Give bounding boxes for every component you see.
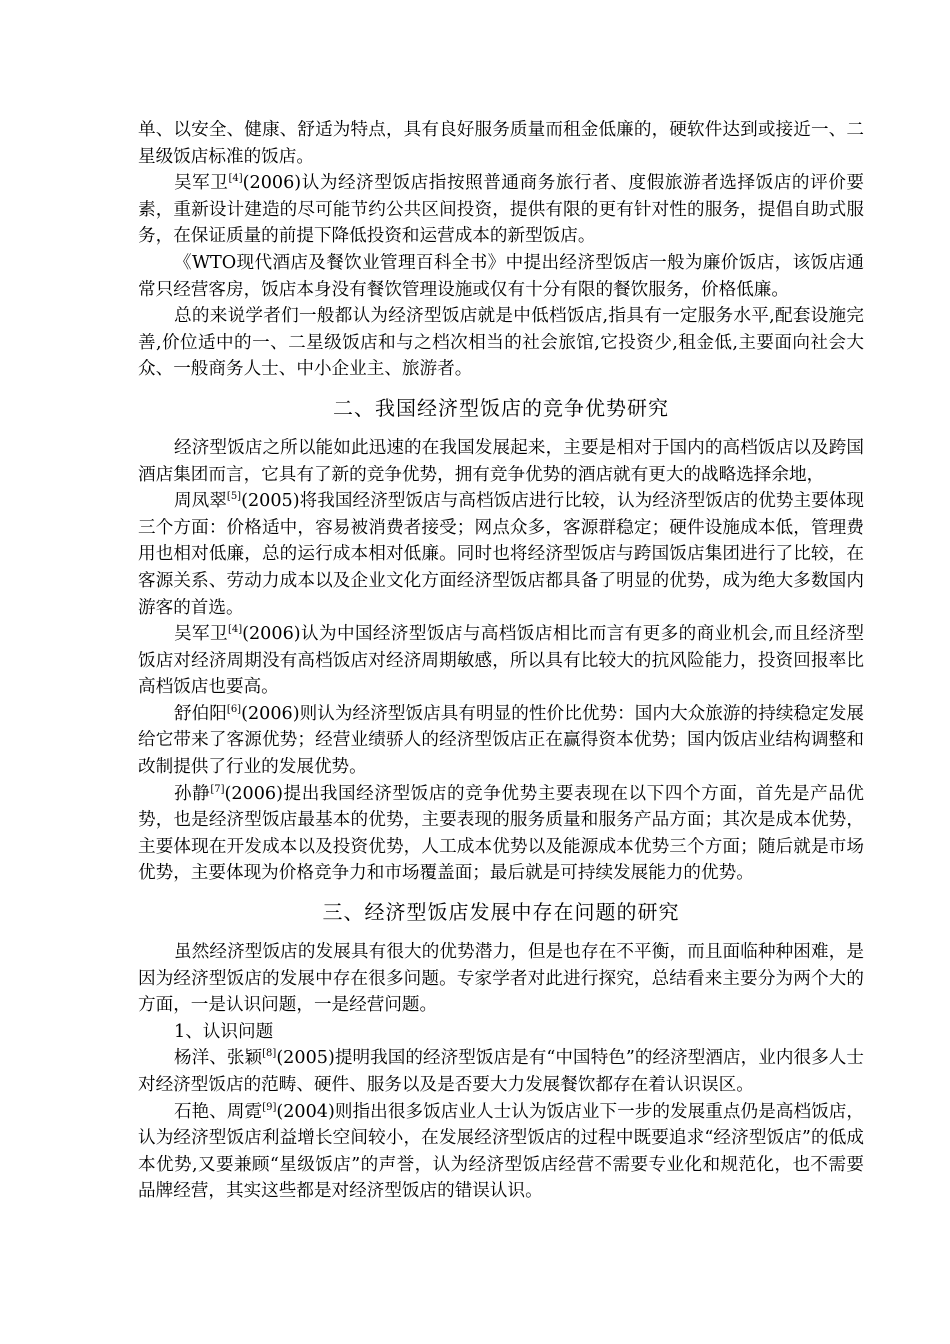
citation-ref: [9] (262, 1101, 277, 1113)
section2-intro: 经济型饭店之所以能如此迅速的在我国发展起来，主要是相对于国内的高档饭店以及跨国酒店集团而言，它具有了新的竞争优势，拥有竞争优势的酒店就有更大的战略选择余地， (138, 437, 864, 485)
paragraph-shi-yan-zhou-ni (138, 1099, 864, 1205)
citation-ref: [6] (226, 704, 242, 716)
citation-ref: [4] (228, 173, 243, 185)
paragraph-text: (2006)提出我国经济型饭店的竞争优势主要表现在以下四个方面，首先是产品优势，也是经济型饭店最基本的优势，主要表现的服务质量和服务产品方面；其次是成本优势，主要体现在开发成本以及投资优势，人工成本优势以及能源成本优势三个方面；随后就是市场优势，主要体现为价格竞争力和市场覆盖面；最后就是可持续发展能力的优势。 (138, 783, 864, 884)
section-heading-competitive-advantage: 二、我国经济型饭店的竞争优势研究 (333, 395, 669, 420)
paragraph-yang-yang-zhang-ying (138, 1045, 864, 1098)
author-name: 石艳、周霓 (174, 1101, 263, 1122)
paragraph-text: (2006)认为经济型饭店指按照普通商务旅行者、度假旅游者选择饭店的评价要素，重新设计建造的尽可能节约公共区间投资，提供有限的更有针对性的服务，提倡自助式服务，在保证质量的前提下降低投资和运营成本的新型饭店。 (138, 173, 864, 247)
paragraph-text: (2005)提明我国的经济型饭店是有“中国特色”的经济型酒店，业内很多人士对经济型饭店的范畴、硬件、服务以及是否要大力发展餐饮都存在着认识误区。 (138, 1048, 864, 1095)
paragraph-text: (2004)则指出很多饭店业人士认为饭店业下一步的发展重点仍是高档饭店，认为经济型饭店利益增长空间较小，在发展经济型饭店的过程中既要追求“经济型饭店”的低成本优势,又要兼顾“星级饭店”的声誉，认为经济型饭店经营不需要专业化和规范化，也不需要品牌经营，其实这些都是对经济型饭店的错误认识。 (138, 1101, 864, 1202)
author-name: 周凤翠 (174, 491, 227, 512)
paragraph-shu-boyang (138, 701, 864, 781)
author-name: 舒伯阳 (174, 703, 227, 724)
paragraph-wu-junwei-definition (138, 170, 864, 250)
paragraph-wu-junwei-advantage (138, 621, 864, 701)
paragraph-text: (2005)将我国经济型饭店与高档饭店进行比较，认为经济型饭店的优势主要体现三个方面：价格适中，容易被消费者接受；网点众多，客源群稳定；硬件设施成本低，管理费用也相对低廉，总的运行成本相对低廉。同时也将经济型饭店与跨国饭店集团进行了比较，在客源关系、劳动力成本以及企业文化方面经济型饭店都具备了明显的优势，成为绝大多数国内游客的首选。 (138, 491, 864, 618)
author-name: 吴军卫 (174, 624, 228, 645)
paragraph-definition-continued: 单、以安全、健康、舒适为特点，具有良好服务质量而租金低廉的，硬软件达到或接近一、二星级饭店标准的饭店。 (138, 120, 864, 167)
paragraph-text: (2006)则认为经济型饭店具有明显的性价比优势：国内大众旅游的持续稳定发展给它带来了客源优势；经营业绩骄人的经济型饭店正在赢得资本优势；国内饭店业结构调整和改制提供了行业的发展优势。 (138, 703, 864, 778)
citation-ref: [4] (227, 624, 243, 636)
citation-ref: [5] (226, 491, 242, 503)
paragraph-wto-encyclopedia: 《WTO现代酒店及餐饮业管理百科全书》中提出经济型饭店一般为廉价饭店，该饭店通常只经营客房，饭店本身没有餐饮管理设施或仅有十分有限的餐饮服务，价格低廉。 (138, 252, 864, 300)
paragraph-zhou-fengcui (138, 488, 864, 621)
paragraph-summary: 总的来说学者们一般都认为经济型饭店就是中低档饭店,指具有一定服务水平,配套设施完善,价位适中的一、二星级饭店和与之档次相当的社会旅馆,它投资少,租金低,主要面向社会大众、一般商务人士、中小企业主、旅游者。 (138, 306, 864, 380)
citation-ref: [8] (262, 1048, 277, 1060)
section3-intro: 虽然经济型饭店的发展具有很大的优势潜力，但是也存在不平衡，而且面临种种困难，是因为经济型饭店的发展中存在很多问题。专家学者对此进行探究，总结看来主要分为两个大的方面，一是认识问题，一是经营问题。 (138, 942, 864, 1016)
author-name: 吴军卫 (174, 173, 229, 194)
subheading-cognition-problems: 1、认识问题 (174, 1021, 274, 1042)
paragraph-text: (2006)认为中国经济型饭店与高档饭店相比而言有更多的商业机会,而且经济型饭店对经济周期没有高档饭店对经济周期敏感，所以具有比较大的抗风险能力，投资回报率比高档饭店也要高。 (138, 624, 864, 698)
paragraph-sun-jing (138, 781, 864, 887)
author-name: 孙静 (174, 783, 211, 804)
section-heading-problems: 三、经济型饭店发展中存在问题的研究 (322, 900, 680, 925)
citation-ref: [7] (210, 783, 225, 795)
author-name: 杨洋、张颖 (174, 1048, 263, 1069)
